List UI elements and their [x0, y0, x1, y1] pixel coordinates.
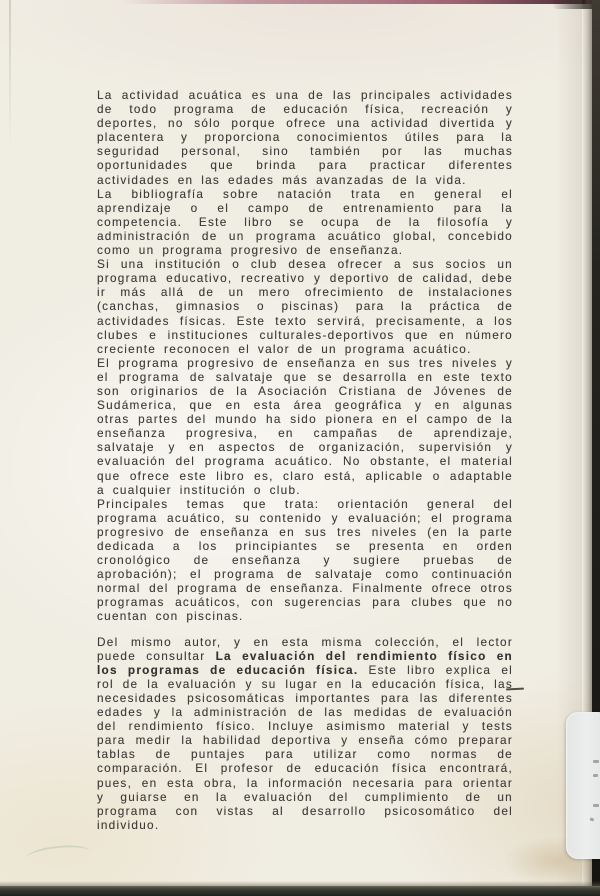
paragraph-2: La bibliografía sobre natación trata en general el aprendizaje o el campo de entrenamiento para la competencia. Este libro se ocupa de la filosofía y administración de un programa acuático global, concebido como un programa progresivo de enseñanza. [97, 186, 513, 258]
cover-text-block [97, 88, 513, 832]
paragraph-5: Principales temas que trata: orientación general del programa acuático, su contenido y evaluación; el programa progresivo de enseñanza en sus tres niveles (en la parte dedicada a los principiantes se presenta en orden cronológico de enseñanza y sugiere pruebas de aprobación); el programa de salvataje como continuación normal del programa de enseñanza. Finalmente ofrece otros programas acuáticos, con sugerencias para clubes que no cuentan con piscinas. [97, 496, 513, 624]
paragraph-3: Si una institución o club desea ofrecer a sus socios un programa educativo, recreativo y deportivo de calidad, debe ir más allá de un mero ofrecimiento de instalaciones (canchas, gimnasios o piscinas) para la práctica de actividades físicas. Este texto servirá, precisamente, a los clubes e instituciones culturales-deportivos que en número creciente reconocen el valor de un programa acuático. [97, 257, 513, 356]
paragraph-4: El programa progresivo de enseñanza en sus tres niveles y el programa de salvataje que se desarrolla en este texto son originarios de la Asociación Cristiana de Jóvenes de Sudámerica, que en esta área geográfica y en algunas otras partes del mundo ha sido pionera en el campo de la enseñanza progresiva, en campañas de aprendizaje, salvataje y en aspectos de organización, supervisión y evaluación del programa acuático. No obstante, el material que ofrece este libro es, claro está, aplicable o adaptable a cualquier institución o club. [97, 355, 513, 497]
page-bottom-edge [0, 886, 600, 896]
sticker-print-mark [593, 760, 599, 763]
sticker-print-mark [593, 804, 599, 807]
paragraph-6 [97, 635, 513, 832]
paragraph-1: La actividad acuática es una de las principales actividades de todo programa de educación física, recreación y deportes, no sólo porque ofrece una actividad divertida y placentera y proporciona conocimientos útiles para la seguridad personal, sino también por las muchas oportunidades que brinda para practicar diferentes actividades en las edades más avanzadas de la vida. [97, 88, 513, 187]
margin-scribble-mark [25, 843, 91, 868]
page-top-edge [120, 0, 594, 4]
related-book-title-bold: La evaluación del rendimiento físico en los programas de educación física. [97, 648, 514, 677]
page-left-edge-line [9, 0, 11, 150]
sticker-print-mark [593, 774, 598, 777]
library-sticker [566, 712, 600, 859]
sticker-print-mark [590, 817, 595, 821]
final-paragraph-intro: Del mismo autor, y en esta misma colección, el lector puede consultar [97, 634, 513, 663]
final-paragraph-rest: Este libro explica el rol de la evaluación y su lugar en la educación física, las necesidades psicosomáticas importantes para las diferentes edades y la administración de las medidas de evaluación del rendimiento físico. Incluye asimismo material y tests para medir la habilidad deportiva y enseña cómo preparar tablas de puntajes para utilizar como normas de comparación. El profesor de educación física encontrará, pues, en esta obra, la información necesaria para orientar y guiarse en la evaluación del cumplimiento de un programa con vistas al desarrollo psicosomático del individuo. [97, 662, 513, 832]
